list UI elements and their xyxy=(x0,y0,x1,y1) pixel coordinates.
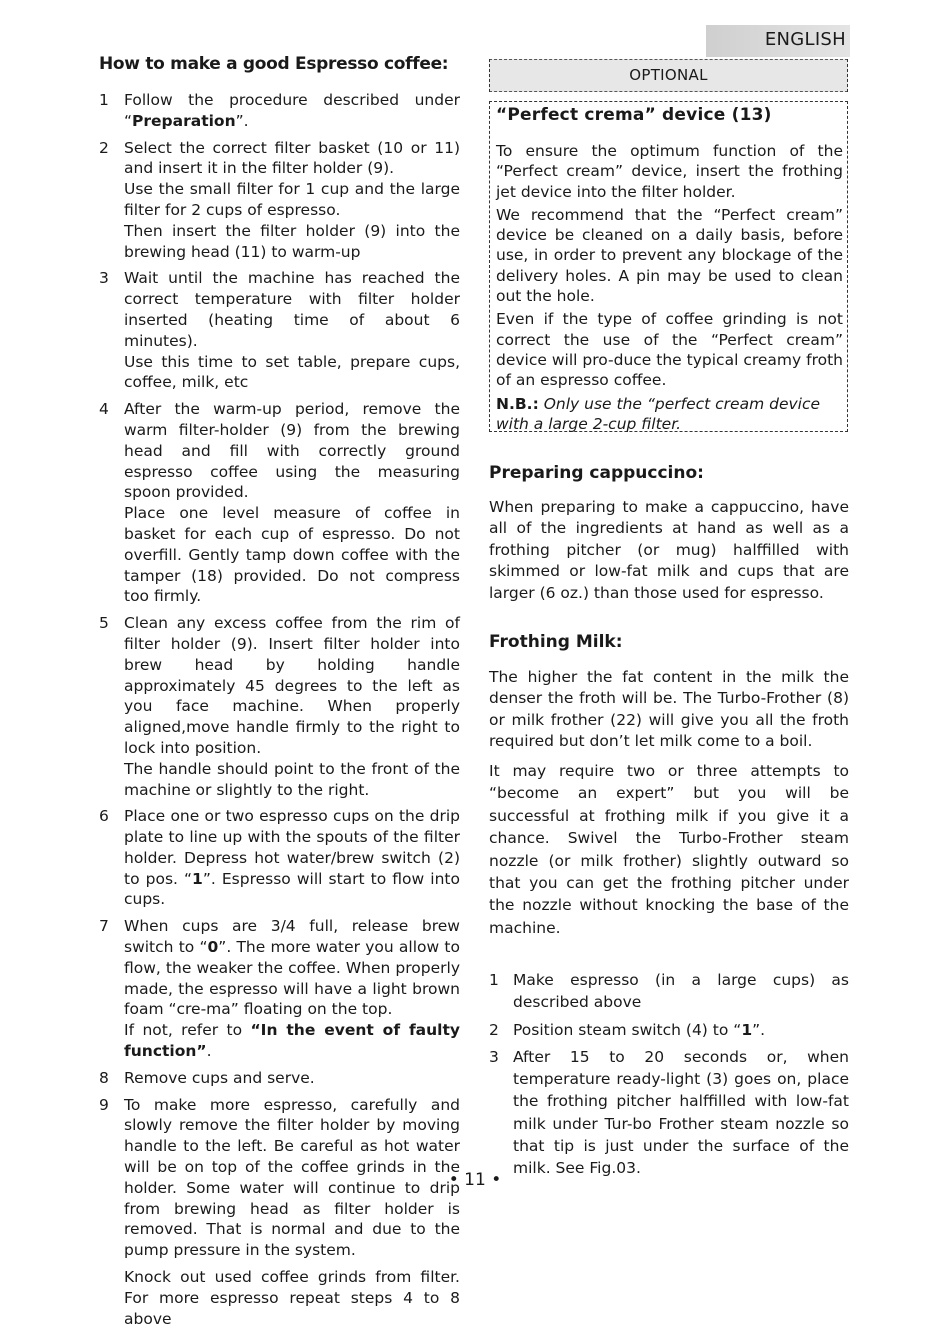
nb-label: N.B.: xyxy=(496,394,539,413)
crema-frame-top xyxy=(489,101,848,102)
step-text: If not, refer to xyxy=(124,1021,251,1040)
list-item xyxy=(99,138,460,263)
cappuccino-title: Preparing cappuccino: xyxy=(489,463,704,483)
step-number: 1 xyxy=(489,971,499,989)
left-column xyxy=(99,52,460,1335)
list-item xyxy=(99,916,460,1062)
crema-paragraph: We recommend that the “Perfect cream” device be cleaned on a daily basis, before use, in order to prevent any blockage of the delivery holes. A pin may be used to clean out the hole. xyxy=(496,205,843,306)
list-item xyxy=(489,1046,849,1180)
step-text: Use the small filter for 1 cup and the large filter for 2 cups of espresso. xyxy=(124,180,460,219)
step-text: Use this time to set table, prepare cups, coffee, milk, etc xyxy=(124,352,460,392)
step-text: The handle should point to the front of the machine or slightly to the right. xyxy=(124,759,460,799)
crema-note xyxy=(496,394,843,435)
list-item xyxy=(489,1019,849,1041)
step-number: 2 xyxy=(489,1020,499,1039)
step-bold: Preparation xyxy=(132,111,236,130)
step-number: 6 xyxy=(99,807,109,826)
step-text: To make more espresso, carefully and slowly remove the filter holder by moving handle to the left. Be careful as hot water will be on top of the coffee grinds in the holder. Some water will continue to drip from brewing head as filter holder is removed. That is normal and due to the pump pressure in the system. xyxy=(124,1095,460,1260)
cross-reference: “In the event of faulty function” xyxy=(124,1021,461,1061)
step-text: After the warm-up period, remove the warm filter-holder (9) from the brewing head and fill with correctly ground espresso coffee using the measuring spoon provided. xyxy=(124,400,460,502)
nb-text: Only use the “perfect cream device with a large 2-cup filter. xyxy=(496,394,821,433)
step-number: 8 xyxy=(99,1068,109,1087)
list-item xyxy=(99,1068,460,1089)
list-item xyxy=(99,613,460,800)
crema-paragraph: To ensure the optimum function of the “Perfect cream” device, insert the frothing jet device into the filter holder. xyxy=(496,142,843,201)
step-number: 3 xyxy=(489,1047,499,1066)
list-item xyxy=(99,399,460,607)
step-text: Follow the procedure described under “ xyxy=(124,91,460,130)
optional-label: OPTIONAL xyxy=(629,66,708,84)
step-number: 9 xyxy=(99,1095,109,1114)
step-text: Make espresso (in a large cups) as described above xyxy=(513,971,849,1012)
crema-title: “Perfect crema” device (13) xyxy=(496,105,772,125)
step-bold: 1 xyxy=(192,869,203,888)
language-tab xyxy=(706,25,850,57)
step-text: ”. Espresso will start to flow into cups. xyxy=(124,869,460,909)
crema-frame-right xyxy=(847,101,848,432)
frothing-steps xyxy=(489,969,849,1185)
list-item xyxy=(99,1095,460,1330)
step-text: . xyxy=(206,1042,212,1061)
frothing-paragraph: It may require two or three attempts to “become an expert” but you will be successful at frothing milk if you give it a chance. Swivel the Turbo-Frother steam nozzle (or milk frother) slightly outward so that you can get the frothing pitcher under the nozzle without knocking the base of the machine. xyxy=(489,762,849,937)
frothing-paragraph: The higher the fat content in the milk the denser the froth will be. The Turbo-Frother (8) or milk frother (22) will give you all the froth required but don’t let milk come to a boil. xyxy=(489,668,849,751)
language-label: ENGLISH xyxy=(764,29,846,50)
step-text: After 15 to 20 seconds or, when temperature ready-light (3) goes on, place the frothing pitcher halffilled with low-fat milk under Tur-bo Frother steam nozzle so that tip is just under the surface of the milk. See Fig.03. xyxy=(513,1047,849,1178)
page-number: • 11 • xyxy=(448,1170,502,1190)
list-item xyxy=(99,268,460,393)
frothing-title: Frothing Milk: xyxy=(489,632,623,652)
crema-paragraph: Even if the type of coffee grinding is not correct the use of the “Perfect cream” device will pro-duce the typical creamy froth of an espresso coffee. xyxy=(496,310,843,390)
optional-border-right xyxy=(847,59,848,92)
step-text: Remove cups and serve. xyxy=(124,1068,315,1087)
step-text: ”. The more water you allow to flow, the weaker the coffee. When properly made, the espresso will have a light brown foam “cre-ma” floating on the top. xyxy=(124,938,460,1019)
step-text: Knock out used coffee grinds from filter. For more espresso repeat steps 4 to 8 above xyxy=(124,1268,460,1328)
step-number: 2 xyxy=(99,138,109,157)
section-title-espresso: How to make a good Espresso coffee: xyxy=(99,54,449,74)
step-text: Select the correct filter basket (10 or 11) and insert it in the filter holder (9). xyxy=(124,138,460,178)
step-number: 7 xyxy=(99,917,109,936)
step-number: 5 xyxy=(99,614,109,633)
step-text: Wait until the machine has reached the correct temperature with filter holder inserted (heating time of about 6 minutes). xyxy=(124,269,460,350)
step-text: Then insert the filter holder (9) into the brewing head (11) to warm-up xyxy=(124,221,460,261)
step-number: 4 xyxy=(99,400,109,419)
step-text: Place one level measure of coffee in basket for each cup of espresso. Do not overfill. Gently tamp down coffee with the tamper (18) provided. Do not compress too firmly. xyxy=(124,504,460,606)
step-bold: 0 xyxy=(207,938,219,957)
step-number: 3 xyxy=(99,269,109,288)
step-text: Clean any excess coffee from the rim of filter holder (9). Insert filter holder into brew head by holding handle approximately 45 degrees to the left as you face machine. When properly aligned,move handle firmly to the right to lock into position. xyxy=(124,614,460,757)
cappuccino-paragraph: When preparing to make a cappuccino, have all of the ingredients at hand as well as a frothing pitcher (or mug) halffilled with skimmed or low-fat milk and cups that are larger (6 oz.) than those used for espresso. xyxy=(489,498,849,602)
perfect-crema-section xyxy=(496,103,843,437)
espresso-steps xyxy=(99,90,460,1329)
step-bold: 1 xyxy=(741,1020,753,1039)
step-text: Place one or two espresso cups on the drip plate to line up with the spouts of the filter holder. Depress hot water/brew switch (2) to pos. “ xyxy=(124,807,460,888)
list-item xyxy=(99,806,460,910)
step-number: 1 xyxy=(99,91,109,109)
step-text: When cups are 3/4 full, release brew switch to “ xyxy=(124,917,460,957)
step-text: ”. xyxy=(752,1020,766,1039)
step-text: Position steam switch (4) to “ xyxy=(513,1020,742,1039)
list-item xyxy=(489,969,849,1014)
optional-banner xyxy=(489,59,848,92)
crema-frame-left xyxy=(489,101,490,432)
list-item xyxy=(99,90,460,132)
step-text: ”. xyxy=(235,111,249,130)
optional-border-left xyxy=(489,59,490,92)
